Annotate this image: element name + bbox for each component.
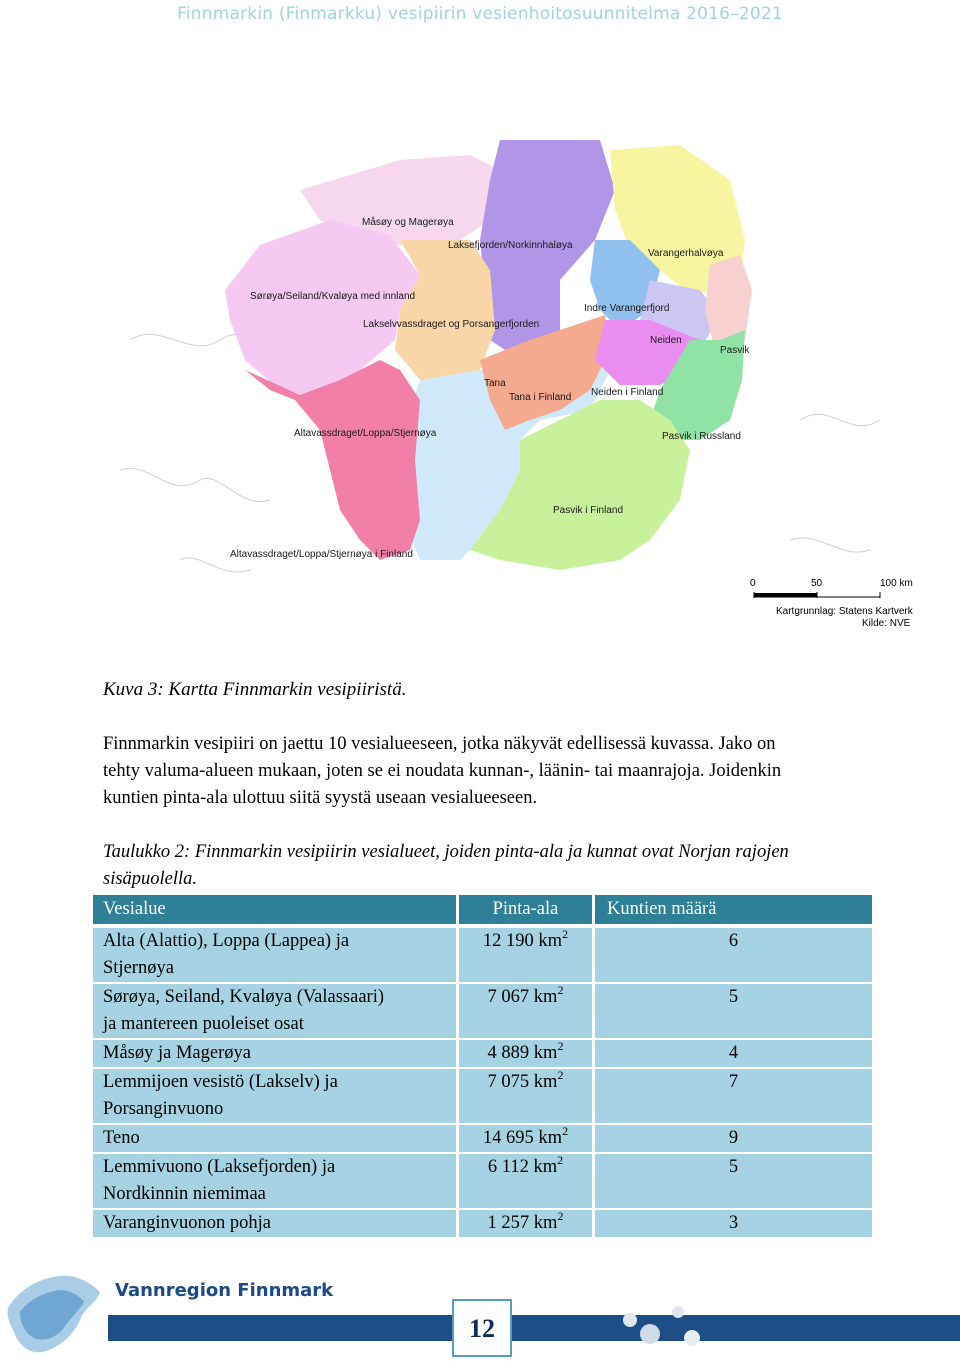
label-alta: Altavassdraget/Loppa/Stjernøya	[294, 428, 437, 439]
label-neiden: Neiden	[650, 335, 682, 346]
paragraph-line: tehty valuma-alueen mukaan, joten se ei noudata kunnan-, läänin- tai maanrajoja. Joidenkin	[103, 761, 782, 781]
footer-logo-text: Vannregion Finnmark	[115, 1280, 334, 1301]
paragraph-line: kuntien pinta-ala ulottuu siitä syystä useaan vesialueeseen.	[103, 788, 538, 808]
cell-kuntien-maara: 3	[595, 1210, 875, 1239]
table-row	[93, 1040, 875, 1069]
header-vesialue: Vesialue	[93, 895, 459, 928]
map-credit: Kartgrunnlag: Statens Kartverk	[776, 606, 913, 617]
table-header-row	[93, 895, 875, 928]
table-caption-line: sisäpuolella.	[103, 869, 198, 889]
cell-pinta-ala: 12 190 $km^2$	[459, 928, 595, 984]
cell-pinta-ala: 1 257 $km^2$	[459, 1210, 595, 1239]
scale-bar	[750, 578, 914, 629]
table-row	[93, 928, 875, 984]
cell-vesialue: Måsøy ja Magerøya	[93, 1040, 459, 1069]
header-pinta-ala: Pinta-ala	[459, 895, 595, 928]
label-soroya: Sørøya/Seiland/Kvaløya med innland	[250, 291, 416, 302]
label-laksefjord: Laksefjorden/Norkinnhaløya	[448, 240, 573, 251]
cell-pinta-ala: 6 112 $km^2$	[459, 1154, 595, 1210]
label-pasvik: Pasvik	[720, 345, 750, 356]
footer-band	[108, 1315, 960, 1341]
cell-vesialue: Lemmijoen vesistö (Lakselv) ja Porsanginvuono	[93, 1069, 459, 1125]
table-row	[93, 1154, 875, 1210]
header-kuntien-maara: Kuntien määrä	[595, 895, 875, 928]
cell-vesialue: Alta (Alattio), Loppa (Lappea) ja Stjernøya	[93, 928, 459, 984]
label-altafin: Altavassdraget/Loppa/Stjernøya i Finland	[230, 549, 413, 560]
cell-vesialue: Teno	[93, 1125, 459, 1154]
table-row	[93, 1210, 875, 1239]
label-indre: Indre Varangerfjord	[584, 303, 670, 314]
cell-pinta-ala: 7 067 $km^2$	[459, 984, 595, 1040]
label-neidenfin: Neiden i Finland	[591, 387, 664, 398]
page-number-box	[452, 1299, 512, 1357]
cell-pinta-ala: 7 075 $km^2$	[459, 1069, 595, 1125]
cell-vesialue: Lemmivuono (Laksefjorden) ja Nordkinnin niemimaa	[93, 1154, 459, 1210]
cell-kuntien-maara: 5	[595, 984, 875, 1040]
table-caption-line: Taulukko 2: Finnmarkin vesipiirin vesialueet, joiden pinta-ala ja kunnat ovat Norjan rajojen	[103, 842, 789, 862]
cell-pinta-ala: 4 889 $km^2$	[459, 1040, 595, 1069]
scale-tick-50: 50	[811, 578, 823, 589]
table-row	[93, 984, 875, 1040]
water-drops-icon	[600, 1290, 710, 1360]
map-source: Kilde: NVE	[862, 618, 911, 629]
scale-tick-100: 100 km	[880, 578, 913, 589]
region-alta	[245, 360, 420, 560]
running-header: Finnmarkin (Finmarkku) vesipiirin vesienhoitosuunnitelma 2016–2021	[177, 4, 783, 24]
label-varanger: Varangerhalvøya	[648, 248, 724, 259]
label-tana: Tana	[484, 378, 506, 389]
finnmark-logo-icon	[0, 1268, 112, 1360]
water-region-map	[0, 40, 960, 650]
cell-kuntien-maara: 4	[595, 1040, 875, 1069]
scale-tick-0: 0	[750, 578, 756, 589]
cell-vesialue: Varanginvuonon pohja	[93, 1210, 459, 1239]
cell-kuntien-maara: 5	[595, 1154, 875, 1210]
cell-kuntien-maara: 7	[595, 1069, 875, 1125]
map-svg	[0, 40, 960, 650]
cell-kuntien-maara: 9	[595, 1125, 875, 1154]
figure-caption: Kuva 3: Kartta Finnmarkin vesipiiristä.	[103, 679, 407, 700]
table-caption	[103, 839, 893, 893]
label-tanafin: Tana i Finland	[509, 392, 572, 403]
label-lakselv: Lakselvvassdraget og Porsangerfjorden	[363, 319, 540, 330]
label-pasvikfin: Pasvik i Finland	[553, 505, 624, 516]
table-row	[93, 1069, 875, 1125]
cell-vesialue: Sørøya, Seiland, Kvaløya (Valassaari) ja mantereen puoleiset osat	[93, 984, 459, 1040]
body-paragraph	[103, 731, 883, 812]
label-masoy: Måsøy og Magerøya	[362, 217, 454, 228]
label-pasvikru: Pasvik i Russland	[662, 431, 741, 442]
cell-pinta-ala: 14 695 $km^2$	[459, 1125, 595, 1154]
paragraph-line: Finnmarkin vesipiiri on jaettu 10 vesialueeseen, jotka näkyvät edellisessä kuvassa. Jako on	[103, 734, 776, 754]
water-area-table	[93, 895, 875, 1239]
cell-kuntien-maara: 6	[595, 928, 875, 984]
table-row	[93, 1125, 875, 1154]
page-number: 12	[469, 1314, 495, 1343]
